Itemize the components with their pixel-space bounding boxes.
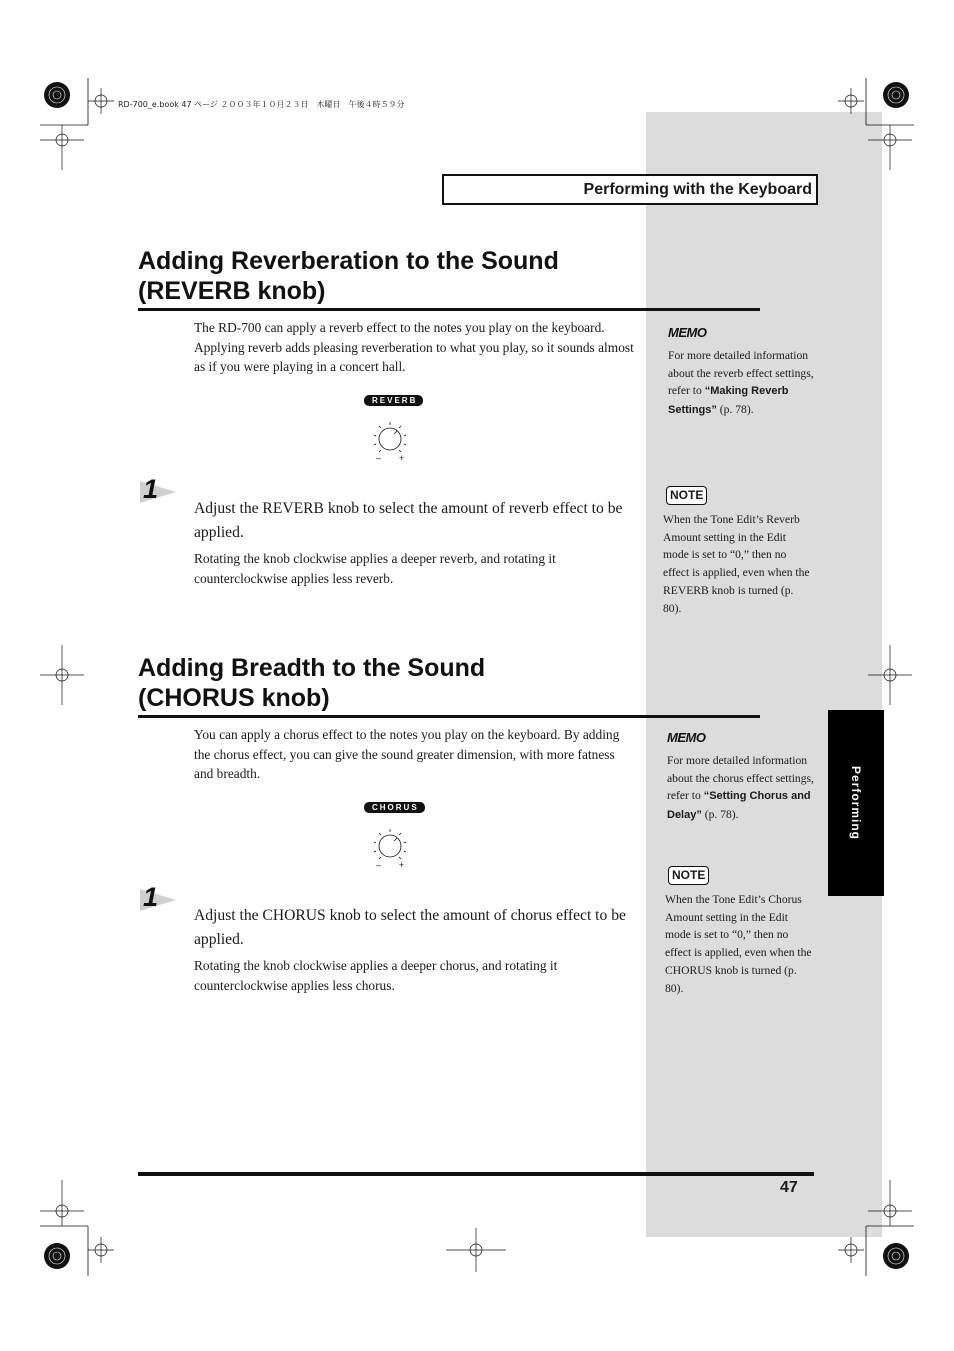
knob-plus: +: [399, 860, 405, 870]
knob-label: CHORUS: [364, 802, 425, 813]
note-text: When the Tone Edit’s Reverb Amount setting in the Edit mode is set to “0,” then no effect is applied, even when the REVERB knob is turned (p. 80).: [663, 513, 810, 615]
reverb-knob-icon: [366, 418, 416, 464]
step-number: 1: [143, 882, 159, 912]
step-detail: Rotating the knob clockwise applies a deeper chorus, and rotating it counterclockwise applies less chorus.: [194, 958, 558, 993]
intro-paragraph: You can apply a chorus effect to the notes you play on the keyboard. By adding the chorus effect, you can give the sound greater dimension, with more fatness and breadth.: [194, 727, 620, 782]
heading-rule: [138, 715, 760, 718]
chapter-tab-label: Performing: [849, 765, 863, 841]
footer-rule: [138, 1172, 814, 1176]
chorus-knob-figure: [364, 802, 425, 813]
note-text: When the Tone Edit’s Chorus Amount setting in the Edit mode is set to “0,” then no effect is applied, even when the CHORUS knob is turned (p. 80).: [665, 893, 812, 995]
page-number: 47: [780, 1179, 798, 1196]
knob-minus: –: [376, 860, 382, 870]
intro-paragraph: The RD-700 can apply a reverb effect to the notes you play on the keyboard. Applying reverb adds pleasing reverberation to what you play, so it sounds almost as if you were playing in a concert hall.: [194, 320, 634, 375]
memo-text-end: (p. 78).: [701, 808, 739, 822]
file-header: RD-700_e.book 47 ページ ２００３年１０月２３日 木曜日 午後４時５９分: [118, 100, 405, 109]
note-badge: NOTE: [668, 866, 709, 885]
chorus-knob-icon: [366, 825, 416, 871]
memo-text-start: For more detailed information about the reverb effect settings, refer to: [668, 349, 814, 398]
heading-line-1: Adding Breadth to the Sound: [138, 654, 486, 682]
heading-line-2: (CHORUS knob): [138, 684, 330, 712]
section-heading: [138, 653, 485, 713]
heading-line-2: (REVERB knob): [138, 277, 326, 305]
knob-label: REVERB: [364, 395, 423, 406]
memo-badge: MEMO: [667, 730, 706, 745]
knob-plus: +: [399, 453, 405, 463]
memo-badge: MEMO: [668, 325, 707, 340]
reverb-knob-figure: [364, 395, 423, 406]
step-detail: Rotating the knob clockwise applies a deeper reverb, and rotating it counterclockwise applies less reverb.: [194, 551, 556, 586]
heading-rule: [138, 308, 760, 311]
section-heading: [138, 246, 559, 306]
memo-text: [667, 752, 817, 825]
heading-line-1: Adding Reverberation to the Sound: [138, 247, 559, 275]
step-instruction: Adjust the CHORUS knob to select the amount of chorus effect to be applied.: [194, 907, 626, 948]
step-instruction: Adjust the REVERB knob to select the amount of reverb effect to be applied.: [194, 500, 623, 541]
memo-link[interactable]: “Making Reverb Settings”: [668, 385, 789, 417]
note-badge: NOTE: [666, 486, 707, 505]
memo-text-end: (p. 78).: [716, 403, 754, 417]
memo-text-start: For more detailed information about the chorus effect settings, refer to: [667, 754, 814, 803]
memo-text: [668, 347, 818, 420]
memo-link[interactable]: “Setting Chorus and Delay”: [667, 790, 811, 822]
step-number: 1: [143, 474, 159, 504]
section-title: Performing with the Keyboard: [442, 174, 818, 205]
knob-minus: –: [376, 453, 382, 463]
